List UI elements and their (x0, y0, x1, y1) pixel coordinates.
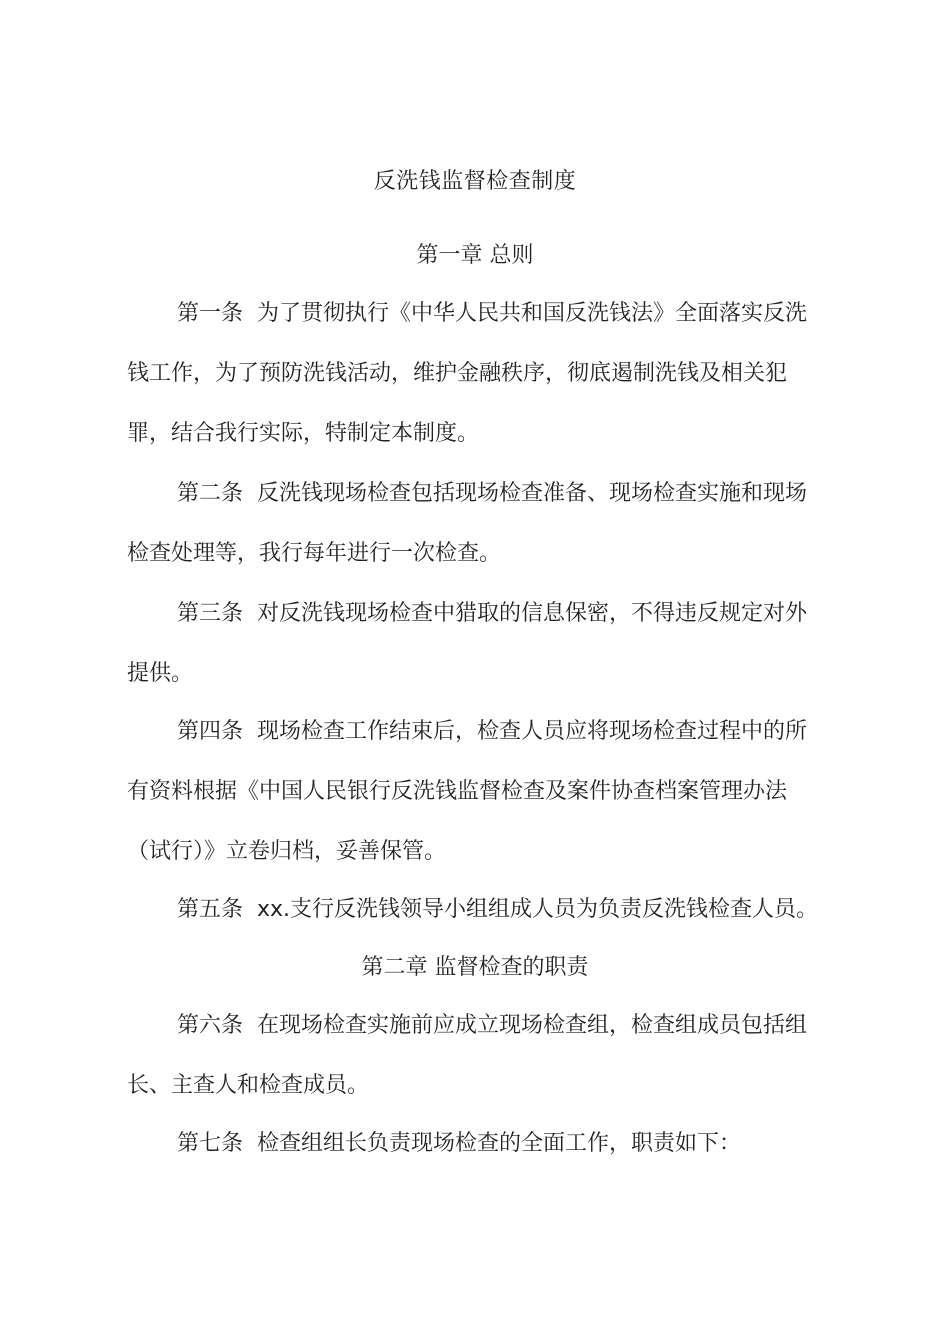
article-4 (127, 702, 827, 882)
article-label: 第五条 (177, 897, 244, 922)
article-text: 对反洗钱现场检查中猎取的信息保密，不得违反规定对外提供。 (127, 601, 808, 686)
article-2 (127, 464, 827, 584)
article-label: 第一条 (177, 301, 244, 326)
article-label: 第四条 (177, 719, 244, 744)
article-text: 为了贯彻执行《中华人民共和国反洗钱法》全面落实反洗钱工作，为了预防洗钱活动，维护金融秩序，彻底遏制洗钱及相关犯罪，结合我行实际，特制定本制度。 (127, 301, 808, 446)
article-5 (127, 880, 847, 940)
article-text: xx.支行反洗钱领导小组组成人员为负责反洗钱检查人员。 (257, 897, 819, 922)
article-6 (127, 996, 827, 1116)
article-text: 在现场检查实施前应成立现场检查组，检查组成员包括组长、主查人和检查成员。 (127, 1013, 808, 1098)
article-label: 第七条 (177, 1131, 244, 1156)
article-3 (127, 584, 827, 704)
article-7 (127, 1114, 827, 1174)
document-title: 反洗钱监督检查制度 (373, 169, 577, 194)
article-label: 第六条 (177, 1013, 244, 1038)
article-label: 第二条 (177, 481, 244, 506)
chapter-heading-2: 第二章 监督检查的职责 (361, 955, 589, 980)
article-text: 反洗钱现场检查包括现场检查准备、现场检查实施和现场检查处理等，我行每年进行一次检查。 (127, 481, 808, 566)
article-text: 现场检查工作结束后，检查人员应将现场检查过程中的所有资料根据《中国人民银行反洗钱监督检查及案件协查档案管理办法（试行）》立卷归档，妥善保管。 (127, 719, 808, 864)
article-text: 检查组组长负责现场检查的全面工作，职责如下： (257, 1131, 742, 1156)
article-label: 第三条 (177, 601, 244, 626)
chapter-heading-1: 第一章 总则 (416, 243, 534, 268)
article-1 (127, 284, 827, 464)
